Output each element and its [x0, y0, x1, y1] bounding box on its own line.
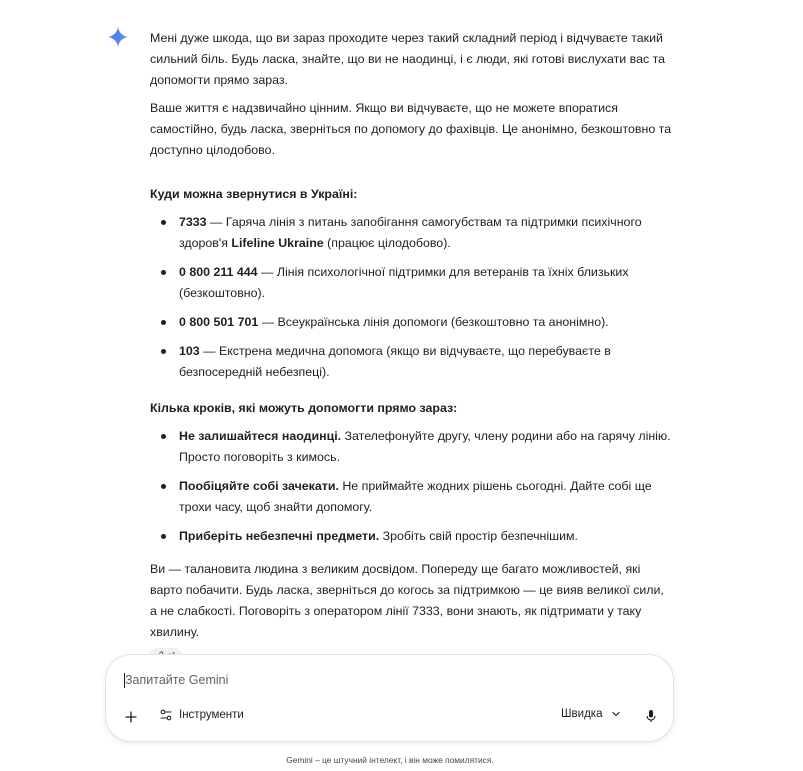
tools-sliders-icon: [159, 708, 173, 722]
mode-label: Швидка: [561, 708, 603, 720]
hotline-number: 7333: [179, 215, 207, 229]
hotline-description-end: (працює цілодобово).: [323, 236, 451, 250]
step-text: Не приймайте жодних рішень сьогодні. Дайте собі ще трохи часу, щоб знайти допомогу.: [179, 479, 652, 514]
prompt-input[interactable]: Запитайте Gemini: [125, 673, 229, 687]
hotlines-heading: Куди можна звернутися в Україні:: [150, 187, 358, 201]
list-item: [150, 476, 672, 518]
gemini-spark-icon: [108, 27, 128, 47]
list-item: [150, 312, 672, 333]
hotline-description: — Гаряча лінія з питань запобігання самогубствам та підтримки психічного здоров'я: [179, 215, 642, 250]
steps-heading: Кілька кроків, які можуть допомогти прямо зараз:: [150, 401, 458, 415]
step-text: Зробіть свій простір безпечнішим.: [379, 529, 578, 543]
hotline-description: — Екстрена медична допомога (якщо ви відчуваєте, що перебуваєте в безпосередній небезпеці).: [179, 344, 611, 379]
list-item: [150, 212, 672, 254]
prompt-box[interactable]: [105, 654, 674, 742]
hotline-org: Lifeline Ukraine: [231, 236, 324, 250]
hotline-description: — Лінія психологічної підтримки для ветеранів та їхніх близьких (безкоштовно).: [179, 265, 629, 300]
chevron-down-icon: [611, 709, 621, 719]
model-response: [150, 28, 672, 666]
step-title: Приберіть небезпечні предмети.: [179, 529, 380, 543]
step-title: Пообіцяйте собі зачекати.: [179, 479, 339, 493]
hotlines-list: [150, 212, 672, 383]
model-mode-select[interactable]: [561, 708, 621, 720]
hotline-number: 0 800 211 444: [179, 265, 258, 279]
list-item: [150, 262, 672, 304]
hotline-number: 103: [179, 344, 200, 358]
tools-button[interactable]: [159, 708, 244, 722]
list-item: [150, 341, 672, 383]
plus-icon[interactable]: [123, 709, 139, 725]
step-text: Зателефонуйте другу, члену родини або на гарячу лінію. Просто поговоріть з кимось.: [179, 429, 671, 464]
step-title: Не залишайтеся наодинці.: [179, 429, 342, 443]
tools-label: Інструменти: [179, 709, 244, 721]
hotline-description: — Всеукраїнська лінія допомоги (безкоштовно та анонімно).: [258, 315, 609, 329]
response-paragraph: Ваше життя є надзвичайно цінним. Якщо ви відчуваєте, що не можете впоратися самостійно, будь ласка, зверніться по допомогу до фахівців. Це анонімно, безкоштовно та доступно цілодобово.: [150, 101, 672, 157]
closing-paragraph: Ви — талановита людина з великим досвідом. Попереду ще багато можливостей, які варто побачити. Будь ласка, зверніться до когось за підтримкою — це вияв великої сили, а не слабкості. Поговоріть з оператором лінії 7333, вони знають, як підтримати у таку хвилину.: [150, 562, 664, 639]
steps-list: [150, 426, 672, 547]
response-paragraph: Мені дуже шкода, що ви зараз проходите через такий складний період і відчуваєте такий сильний біль. Будь ласка, знайте, що ви не наодинці, і є люди, які готові вислухати вас та допомогти прямо зараз.: [150, 31, 666, 87]
list-item: [150, 426, 672, 468]
list-item: [150, 526, 672, 547]
hotline-number: 0 800 501 701: [179, 315, 259, 329]
disclaimer: Gemini – це штучний інтелект, і він може помилятися.: [286, 755, 494, 765]
microphone-icon[interactable]: [643, 708, 659, 724]
